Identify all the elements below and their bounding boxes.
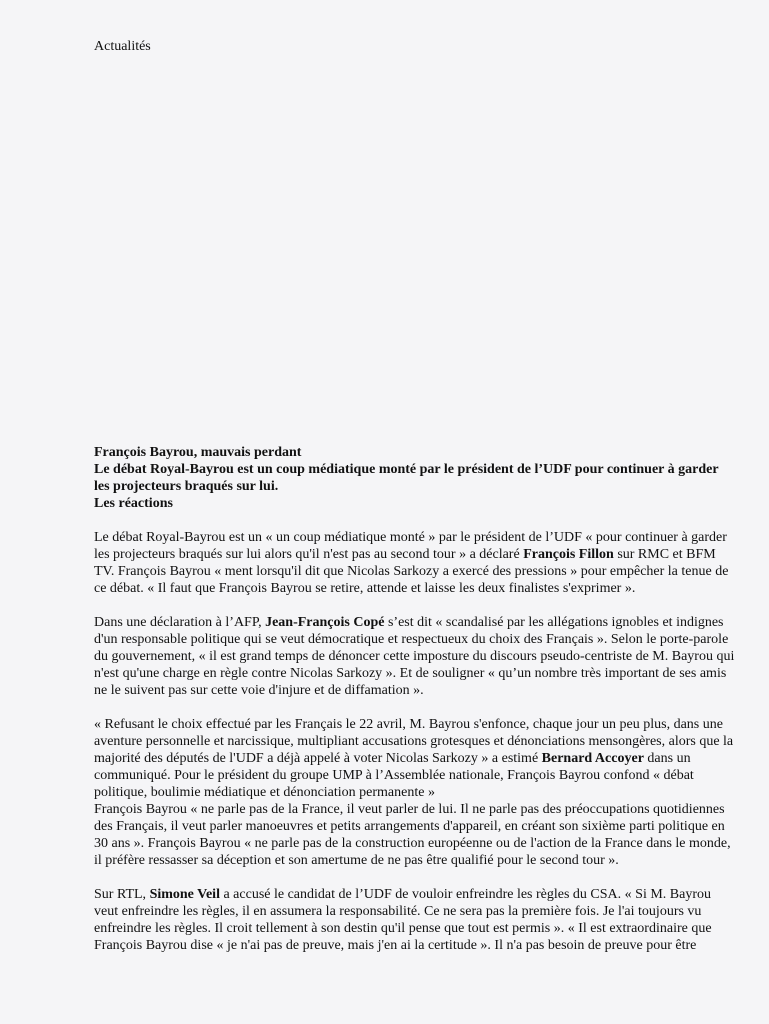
section-heading: Les réactions xyxy=(94,496,173,511)
paragraph-veil xyxy=(94,886,736,954)
paragraph-text: a accusé le candidat de l’UDF de vouloir enfreindre les règles du CSA. « Si M. Bayrou veut enfreindre les règles, il en assumera la responsabilité. Ce ne sera pas la première fois. Je l'ai toujours vu enfreindre les règles. Il croit tellement à son destin qu'il pense que tout est permis ». « Il est extraordinaire que François Bayrou dise « je n'ai pas de preuve, mais j'en ai la certitude ». Il n'a pas besoin de preuve pour être xyxy=(94,887,712,953)
person-name: François Fillon xyxy=(523,547,614,562)
paragraph-text: dans un communiqué. Pour le président du groupe UMP à l’Assemblée nationale, François Bayrou confond « débat politique, boulimie médiatique et dénonciation permanente » xyxy=(94,751,694,800)
article-subtitle: Le débat Royal-Bayrou est un coup médiatique monté par le président de l’UDF pour continuer à garder les projecteurs braqués sur lui. xyxy=(94,462,719,494)
article xyxy=(94,444,736,971)
paragraph-cope xyxy=(94,614,736,699)
paragraph-text: « Refusant le choix effectué par les Français le 22 avril, M. Bayrou s'enfonce, chaque jour un peu plus, dans une aventure personnelle et narcissique, multipliant accusations grotesques et dénonciations mensongères, alors que la majorité des députés de l'UDF a déjà appelé à voter Nicolas Sarkozy » a estimé xyxy=(94,717,734,766)
article-title: François Bayrou, mauvais perdant xyxy=(94,445,302,460)
paragraph-text: sur RMC et BFM TV. François Bayrou « ment lorsqu'il dit que Nicolas Sarkozy a exercé des pressions » pour empêcher la tenue de ce débat. « Il faut que François Bayrou se retire, attende et laisse les deux finalistes s'exprimer ». xyxy=(94,547,729,596)
article-header xyxy=(94,444,736,512)
section-label: Actualités xyxy=(94,39,151,54)
paragraph-bayrou-quote: François Bayrou « ne parle pas de la France, il veut parler de lui. Il ne parle pas des préoccupations quotidiennes des Français, il veut parler manoeuvres et petits arrangements d'appareil, en créant son sixième parti politique en 30 ans ». François Bayrou « ne parle pas de la construction européenne ou de l'action de la France dans le monde, il préfère ressasser sa déception et son amertume de ne pas être qualifié pour le second tour ». xyxy=(94,802,731,868)
paragraph-text: s’est dit « scandalisé par les allégations ignobles et indignes d'un responsable politique qui se veut démocratique et respectueux du choix des Français ». Selon le porte-parole du gouvernement, « il est grand temps de dénoncer cette imposture du discours pseudo-centriste de M. Bayrou qui n'est qu'une charge en règle contre Nicolas Sarkozy ». Et de souligner « qu’un nombre très important de ses amis ne le suivent pas sur cette voie d'injure et de diffamation ». xyxy=(94,615,735,698)
paragraph-accoyer xyxy=(94,716,736,801)
person-name: Bernard Accoyer xyxy=(541,751,644,766)
paragraph-fillon xyxy=(94,529,736,597)
paragraph-text: Sur RTL, xyxy=(94,887,150,902)
paragraph-text: Le débat Royal-Bayrou est un « un coup médiatique monté » par le président de l’UDF « pour continuer à garder les projecteurs braqués sur lui alors qu'il n'est pas au second tour » a déclaré xyxy=(94,530,727,562)
person-name: Jean-François Copé xyxy=(265,615,385,630)
paragraph-text: Dans une déclaration à l’AFP, xyxy=(94,615,266,630)
person-name: Simone Veil xyxy=(149,887,220,902)
